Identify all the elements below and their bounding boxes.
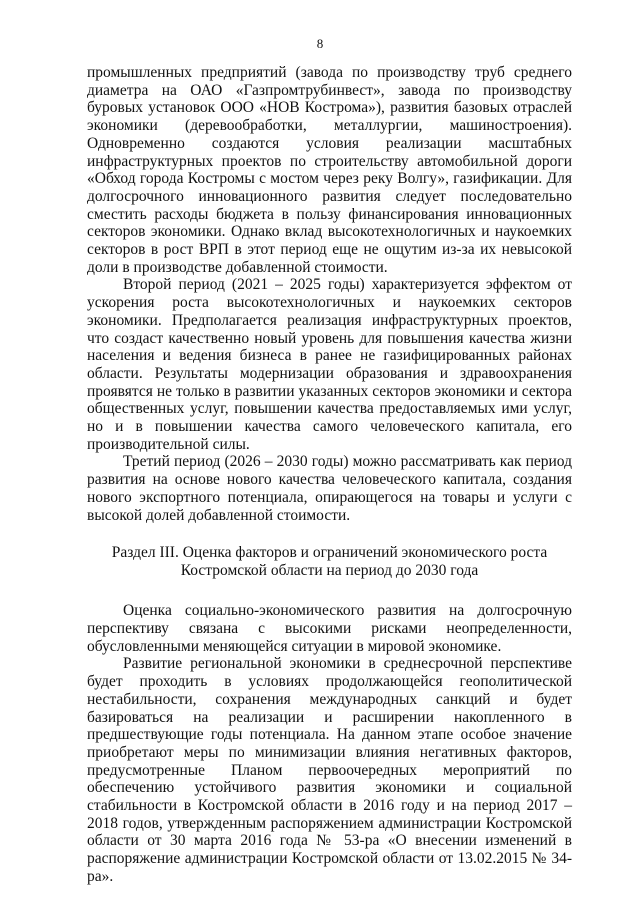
- paragraph: Третий период (2026 – 2030 годы) можно рассматривать как период развития на основе нового качества человеческого капитала, создания нового экспортного потенциала, опирающегося на товары и услуги с высокой долей добавленной стоимости.: [87, 453, 572, 524]
- page-number: 8: [316, 36, 324, 51]
- document-body: [87, 64, 572, 886]
- section-heading-line-1: Раздел III. Оценка факторов и ограничений экономического роста: [111, 544, 548, 562]
- paragraph-group-before: [87, 64, 572, 524]
- paragraph-group-after: [87, 602, 572, 885]
- paragraph: промышленных предприятий (завода по производству труб среднего диаметра на ОАО «Газпромтрубинвест», завода по производству буровых установок ООО «НОВ Кострома»), развития базовых отраслей экономики (деревообработки, металлургии, машиностроения). Одновременно создаются условия реализации масштабных инфраструктурных проектов по строительству автомобильной дороги «Обход города Костромы с мостом через реку Волгу», газификации. Для долгосрочного инновационного развития следует последовательно сместить расходы бюджета в пользу финансирования инновационных секторов экономики. Однако вклад высокотехнологичных и наукоемких секторов в рост ВРП в этот период еще не ощутим из-за их невысокой доли в производстве добавленной стоимости.: [87, 64, 572, 276]
- section-heading: [87, 544, 572, 580]
- paragraph: Развитие региональной экономики в среднесрочной перспективе будет проходить в условиях продолжающейся геополитической нестабильности, сохранения международных санкций и будет базироваться на реализации и расширении накопленного в предшествующие годы потенциала. На данном этапе особое значение приобретают меры по минимизации влияния негативных факторов, предусмотренные Планом первоочередных мероприятий по обеспечению устойчивого развития экономики и социальной стабильности в Костромской области в 2016 году и на период 2017 – 2018 годов, утвержденным распоряжением администрации Костромской области от 30 марта 2016 года № 53-ра «О внесении изменений в распоряжение администрации Костромской области от 13.02.2015 № 34-ра».: [87, 655, 572, 885]
- paragraph: Второй период (2021 – 2025 годы) характеризуется эффектом от ускорения роста высокотехнологичных и наукоемких секторов экономики. Предполагается реализация инфраструктурных проектов, что создаст качественно новый уровень для повышения качества жизни населения и ведения бизнеса в ранее не газифицированных районах области. Результаты модернизации образования и здравоохранения проявятся не только в развитии указанных секторов экономики и сектора общественных услуг, повышении качества предоставляемых ими услуг, но и в повышении качества самого человеческого капитала, его производительной силы.: [87, 276, 572, 453]
- section-heading-line-2: Костромской области на период до 2030 года: [180, 562, 479, 580]
- paragraph: Оценка социально-экономического развития на долгосрочную перспективу связана с высокими рисками неопределенности, обусловленными меняющейся ситуации в мировой экономике.: [87, 602, 572, 655]
